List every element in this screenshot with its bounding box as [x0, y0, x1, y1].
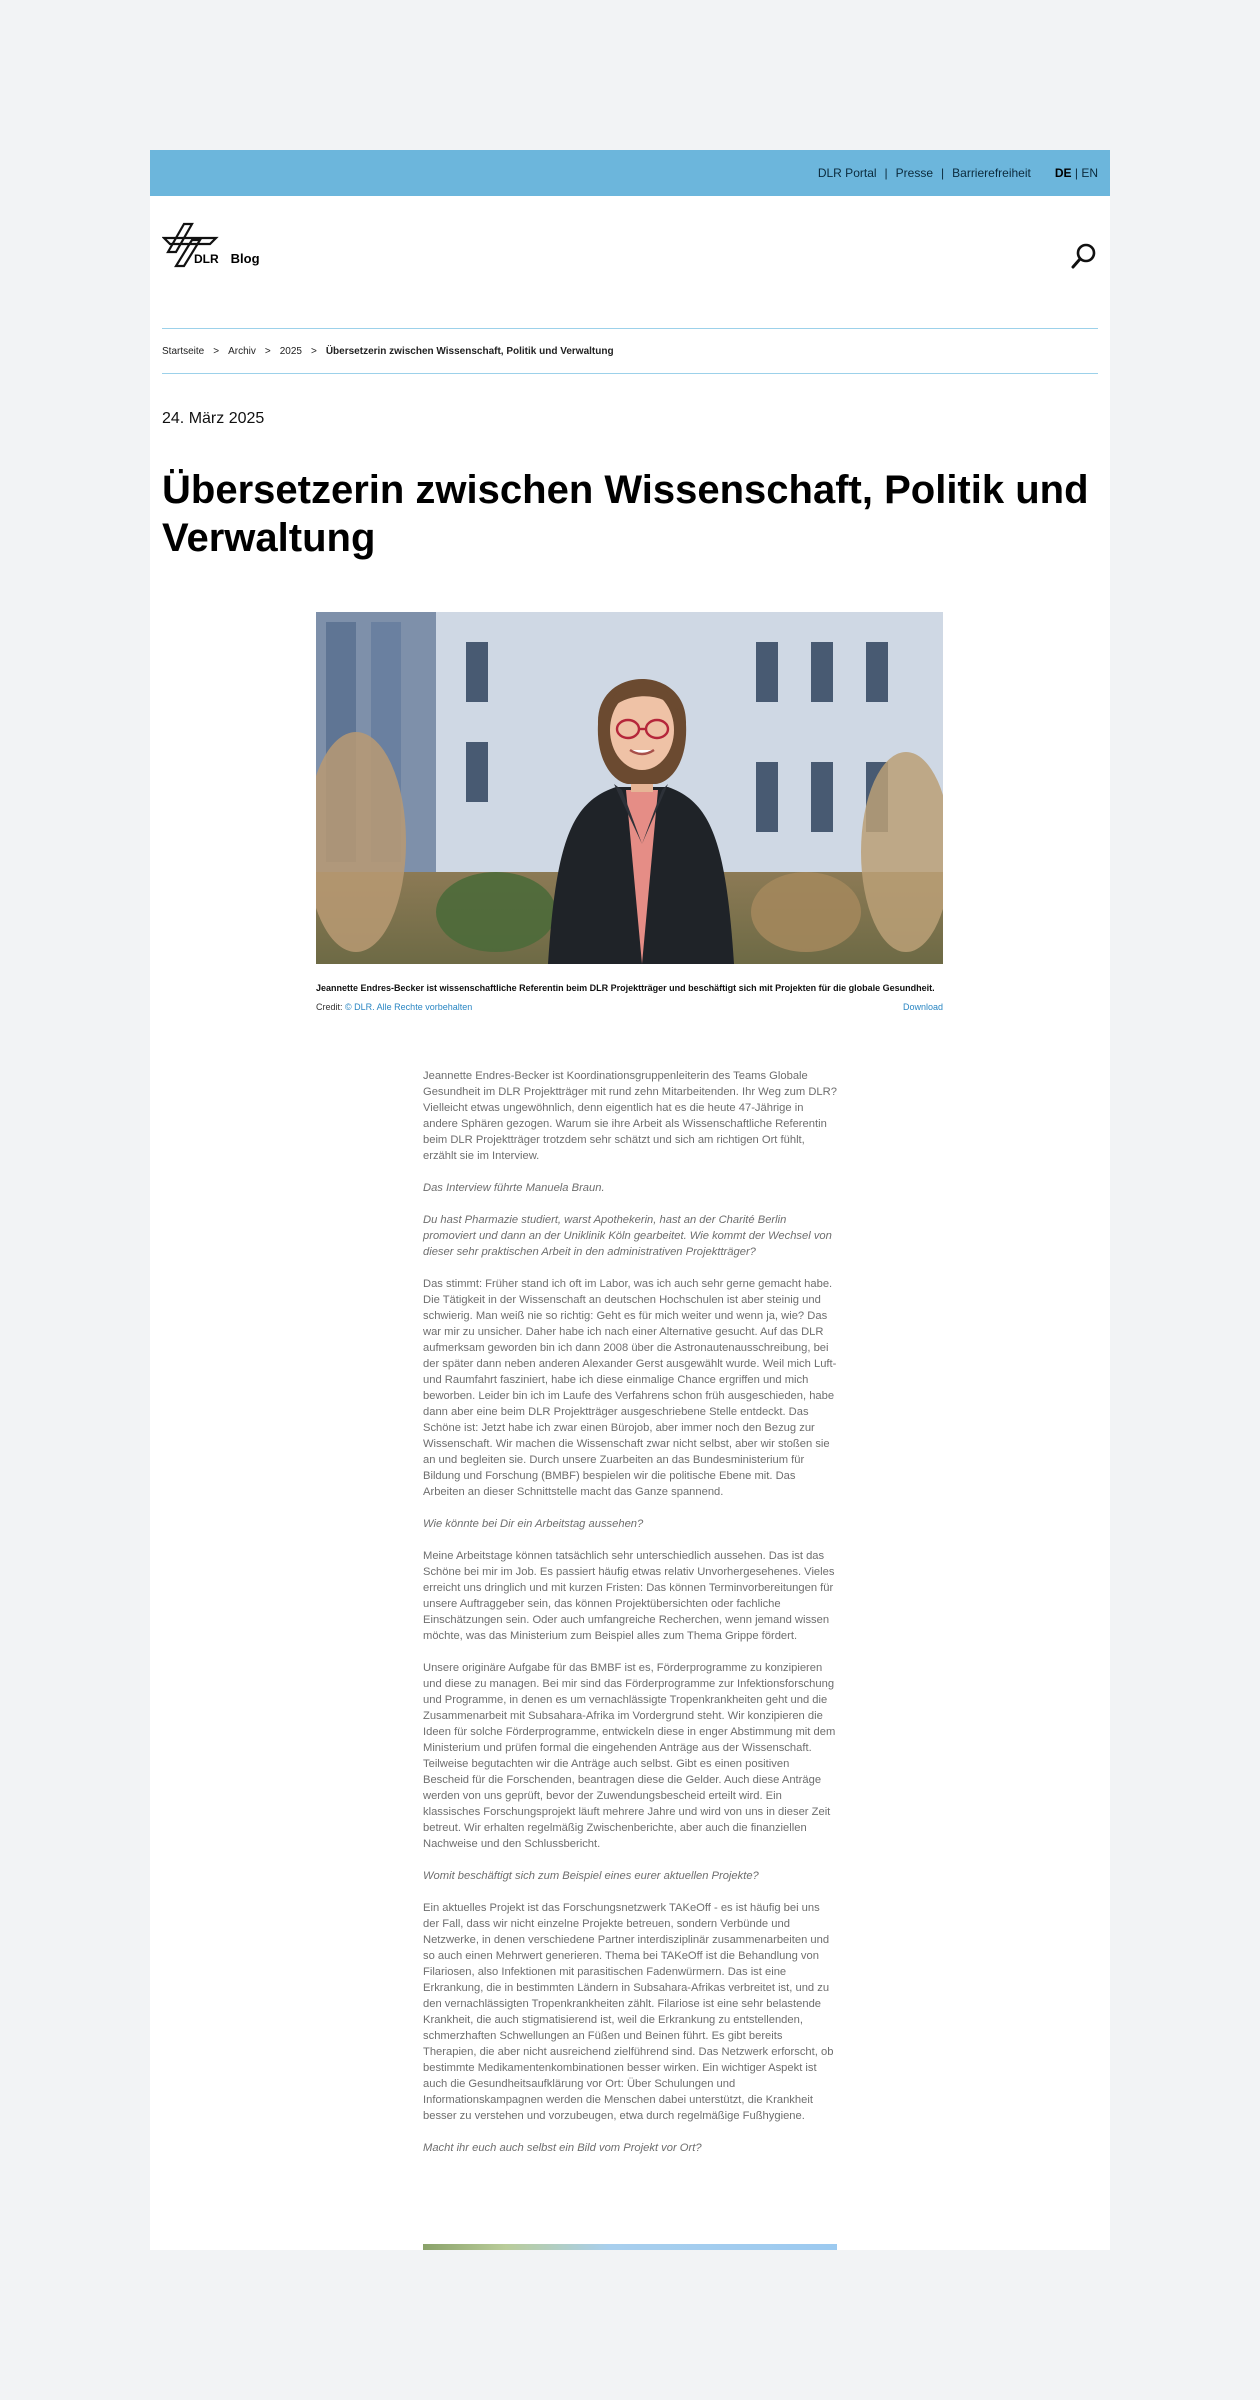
breadcrumb-item-archiv[interactable]: Archiv [228, 345, 256, 357]
article-date: 24. März 2025 [162, 410, 265, 427]
download-link[interactable]: Download [902, 1002, 943, 1012]
interview-question: Du hast Pharmazie studiert, warst Apothekerin, hast an der Charité Berlin promoviert und dann an der Uniklinik Köln gearbeitet. Wie kommt der Wechsel von dieser sehr praktischen Arbeit in den administrativen Projektträger? [423, 1214, 832, 1258]
language-de[interactable]: DE [1054, 166, 1072, 180]
article-paragraph: Unsere originäre Aufgabe für das BMBF ist es, Förderprogramme zu konzipieren und diese zu managen. Bei mir sind das Förderprogramme zur Infektionsforschung und Programme, in denen es um vernachlässigte Tropenkrankheiten geht und die Zusammenarbeit mit Subsahara-Afrika im Vordergrund steht. Wir konzipieren die Ideen für solche Förderprogramme, entwickeln diese in enger Abstimmung mit dem Ministerium und prüfen formal die eingehenden Anträge aus der Wissenschaft. Teilweise begutachten wir die Anträge auch selbst. Gibt es einen positiven Bescheid für die Forschenden, beantragen diese die Gelder. Auch diese Anträge werden von uns geprüft, bevor der Zuwendungsbescheid erteilt wird. Ein klassisches Forschungsprojekt läuft mehrere Jahre und wird von uns in dieser Zeit betreut. Wir erhalten regelmäßig Zwischenberichte, aber auch die finanziellen Nachweise und den Schlussbericht. [423, 1662, 836, 1850]
breadcrumb-item-2025[interactable]: 2025 [279, 345, 302, 357]
article-figure [316, 612, 943, 1012]
separator: | [884, 166, 888, 180]
search-icon [1070, 242, 1098, 270]
credit-link[interactable]: © DLR. Alle Rechte vorbehalten [345, 1002, 473, 1012]
top-bar [150, 150, 1110, 196]
blog-label: Blog [230, 251, 260, 266]
dlr-blog-logo[interactable] [162, 222, 260, 268]
image-caption: Jeannette Endres-Becker ist wissenschaftliche Referentin beim DLR Projektträger und beschäftigt sich mit Projekten für die globale Gesundheit. [316, 983, 935, 993]
article-paragraph: Das stimmt: Früher stand ich oft im Labor, was ich auch sehr gerne gemacht habe. Die Tätigkeit in der Wissenschaft an deutschen Hochschulen ist aber steinig und schwierig. Man weiß nie so richtig: Geht es für mich weiter und wenn ja, wie? Das war mir zu unsicher. Daher habe ich nach einer Alternative gesucht. Auf das DLR aufmerksam geworden bin ich dann 2008 über die Astronautenausschreibung, bei der später dann neben anderen Alexander Gerst ausgewählt wurde. Weil mich Luft- und Raumfahrt fasziniert, habe ich diese einmalige Chance ergriffen und mich beworben. Leider bin ich im Laufe des Verfahrens schon früh ausgeschieden, habe dann aber eine beim DLR Projektträger ausgeschriebene Stelle entdeckt. Das Schöne ist: Jetzt habe ich zwar einen Bürojob, aber immer noch den Bezug zur Wissenschaft. Wir machen die Wissenschaft zwar nicht selbst, aber wir stoßen sie an und begleiten sie. Durch unsere Zuarbeiten an das Bundesministerium für Bildung und Forschung (BMBF) bespielen wir die politische Ebene mit. Das Arbeiten an dieser Schnittstelle macht das Ganze spannend. [423, 1278, 837, 1498]
portrait-photo [316, 612, 943, 964]
breadcrumb [162, 328, 1098, 374]
interview-question: Wie könnte bei Dir ein Arbeitstag aussehen? [423, 1518, 644, 1530]
topbar-link-presse[interactable]: Presse [895, 166, 934, 180]
separator: | [1074, 166, 1078, 180]
article-paragraph: Jeannette Endres-Becker ist Koordinationsgruppenleiterin des Teams Globale Gesundheit im DLR Projektträger mit rund zehn Mitarbeitenden. Ihr Weg zum DLR? Vielleicht etwas ungewöhnlich, denn eigentlich hat es die heute 47-Jährige in andere Sphären gezogen. Warum sie ihre Arbeit als Wissenschaftliche Referentin beim DLR Projektträger trotzdem sehr schätzt und sich am richtigen Ort fühlt, erzählt sie im Interview. [423, 1070, 837, 1162]
article-image-partial [423, 2244, 837, 2250]
topbar-link-dlr-portal[interactable]: DLR Portal [817, 166, 877, 180]
article-paragraph: Meine Arbeitstage können tatsächlich sehr unterschiedlich aussehen. Das ist das Schöne bei mir im Job. Es passiert häufig etwas relativ Unvorhergesehenes. Vieles erreicht uns dringlich und mit kurzen Fristen: Das können Terminvorbereitungen für unsere Auftraggeber sein, das können Projektübersichten oder fachliche Einschätzungen sein. Oder auch umfangreiche Recherchen, wenn jemand wissen möchte, was das Ministerium zum Beispiel alles zum Thema Grippe fördert. [423, 1550, 835, 1642]
breadcrumb-separator: > [264, 345, 271, 357]
separator: | [941, 166, 945, 180]
breadcrumb-current: Übersetzerin zwischen Wissenschaft, Politik und Verwaltung [325, 345, 614, 357]
breadcrumb-separator: > [310, 345, 317, 357]
search-button[interactable] [1070, 242, 1098, 270]
article-body [423, 1068, 837, 2172]
language-switch [1055, 166, 1098, 180]
breadcrumb-separator: > [213, 345, 220, 357]
image-credit-row [316, 1002, 943, 1012]
language-en[interactable]: EN [1081, 166, 1098, 180]
page [150, 150, 1110, 2250]
interview-question: Womit beschäftigt sich zum Beispiel eines eurer aktuellen Projekte? [423, 1870, 759, 1882]
image-credit [316, 1002, 472, 1012]
article-paragraph: Ein aktuelles Projekt ist das Forschungsnetzwerk TAKeOff - es ist häufig bei uns der Fall, dass wir nicht einzelne Projekte betreuen, sondern Verbünde und Netzwerke, in denen verschiedene Partner interdisziplinär zusammenarbeiten und so auch einen Mehrwert generieren. Thema bei TAKeOff ist die Behandlung von Filariosen, also Infektionen mit parasitischen Fadenwürmern. Das ist eine Erkrankung, die in bestimmten Ländern in Subsahara-Afrikas verbreitet ist, und zu den vernachlässigten Tropenkrankheiten zählt. Filariose ist eine sehr belastende Krankheit, die auch stigmatisierend ist, weil die Erkrankung zu entstellenden, schmerzhaften Schwellungen an Füßen und Beinen führt. Es gibt bereits Therapien, die aber nicht ausreichend zielführend sind. Das Netzwerk erforscht, ob bestimmte Medikamentenkombinationen besser wirken. Ein wichtiger Aspekt ist auch die Gesundheitsaufklärung vor Ort: Über Schulungen und Informationskampagnen werden die Menschen dabei unterstützt, die Krankheit besser zu verstehen und vorzubeugen, etwa durch regelmäßige Fußhygiene. [423, 1902, 834, 2122]
article-title: Übersetzerin zwischen Wissenschaft, Politik und Verwaltung [162, 468, 1089, 560]
site-header [150, 196, 1110, 328]
breadcrumb-item-startseite[interactable]: Startseite [162, 345, 205, 357]
credit-label: Credit: [316, 1002, 343, 1012]
article-author-note: Das Interview führte Manuela Braun. [423, 1182, 605, 1194]
logo-text: DLR [194, 252, 219, 266]
interview-question: Macht ihr euch auch selbst ein Bild vom Projekt vor Ort? [423, 2142, 702, 2154]
topbar-link-barrierefreiheit[interactable]: Barrierefreiheit [952, 166, 1031, 180]
